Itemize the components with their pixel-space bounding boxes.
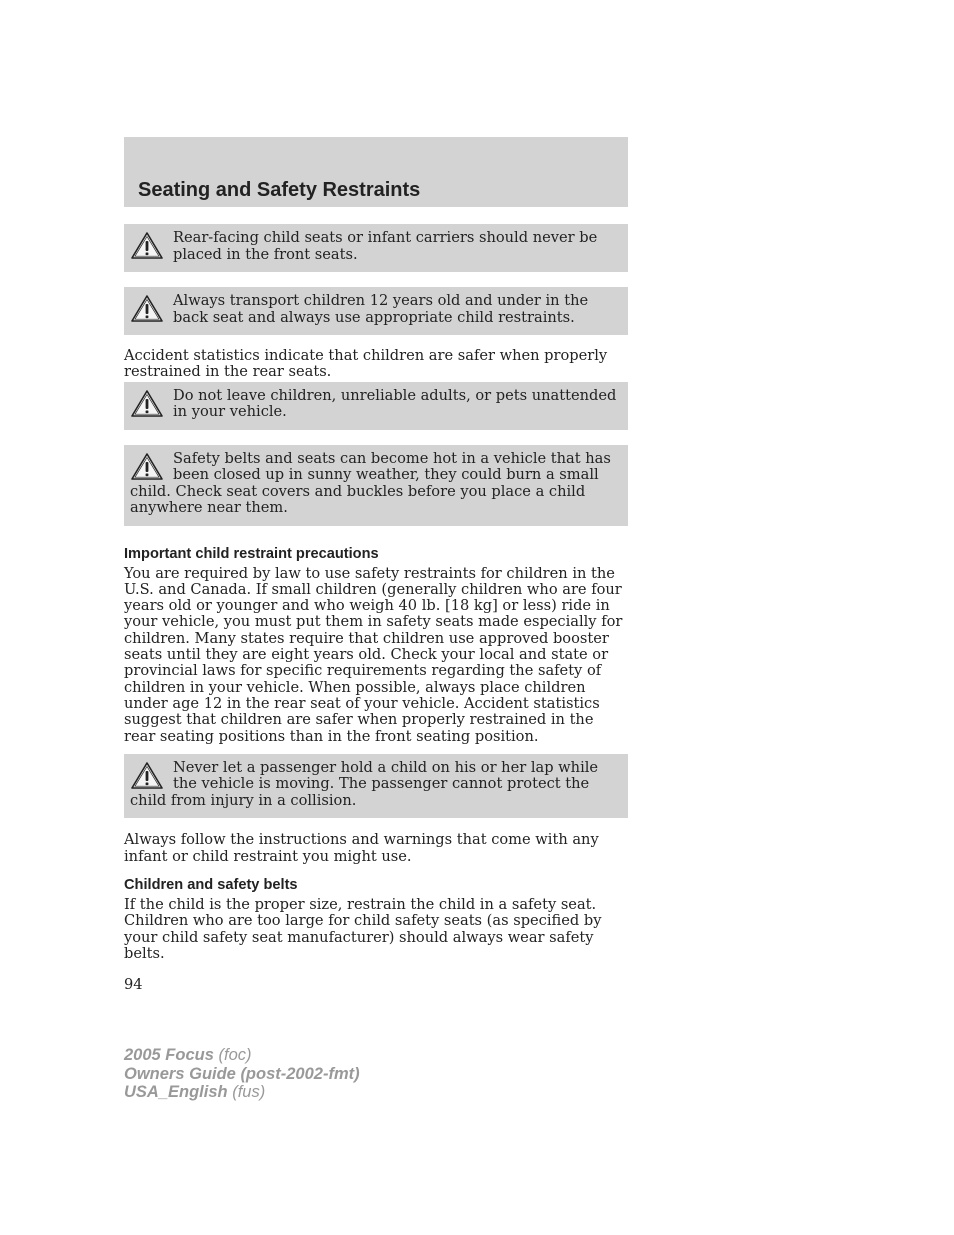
precautions-heading: Important child restraint precautions bbox=[124, 545, 379, 562]
footer-line-guide bbox=[124, 1065, 360, 1084]
warning-box bbox=[124, 382, 628, 430]
document-footer bbox=[124, 1046, 360, 1102]
warning-box bbox=[124, 754, 628, 819]
follow-instructions-paragraph: Always follow the instructions and warnings that come with any infant or child restraint you might use. bbox=[124, 831, 599, 865]
footer-line-language bbox=[124, 1083, 360, 1102]
warning-box bbox=[124, 287, 628, 335]
page-number: 94 bbox=[124, 976, 143, 994]
section-title: Seating and Safety Restraints bbox=[138, 179, 421, 201]
warning-text: Rear-facing child seats or infant carriers should never be placed in the front seats. bbox=[173, 229, 598, 263]
warning-box bbox=[124, 445, 628, 526]
accident-stats-paragraph: Accident statistics indicate that children are safer when properly restrained in the rear seats. bbox=[124, 347, 608, 381]
footer-language-code: (fus) bbox=[232, 1083, 266, 1101]
belts-paragraph: If the child is the proper size, restrain the child in a safety seat. Children who are too large for child safety seats (as specified by your child safety seat manufacturer) should always wear safety belts. bbox=[124, 895, 602, 962]
footer-guide: Owners Guide (post-2002-fmt) bbox=[124, 1064, 360, 1083]
warning-triangle-icon bbox=[130, 761, 164, 791]
warning-text: Safety belts and seats can become hot in a vehicle that has been closed up in sunny weather, they could burn a small child. Check seat covers and buckles before you place a child anywhere near them. bbox=[130, 449, 611, 517]
manual-page bbox=[124, 137, 628, 993]
warning-text: Always transport children 12 years old and under in the back seat and always use appropriate child restraints. bbox=[173, 292, 589, 326]
warning-triangle-icon bbox=[130, 294, 164, 324]
precautions-paragraph: You are required by law to use safety restraints for children in the U.S. and Canada. If small children (generally children who are four years old or younger and who weigh 40 lb. [18 kg] or less) ride in your vehicle, you must put them in safety seats made especially for children. Many states require that children use approved booster seats until they are eight years old. Check your local and state or provincial laws for specific requirements regarding the safety of children in your vehicle. When possible, always place children under age 12 in the rear seat of your vehicle. Accident statistics suggest that children are safer when properly restrained in the rear seating positions than in the front seating position. bbox=[124, 564, 623, 745]
warning-text: Never let a passenger hold a child on his or her lap while the vehicle is moving. The passenger cannot protect the child from injury in a collision. bbox=[130, 758, 599, 809]
footer-language: USA_English bbox=[124, 1083, 228, 1101]
warning-triangle-icon bbox=[130, 389, 164, 419]
footer-line-model bbox=[124, 1046, 360, 1065]
belts-heading: Children and safety belts bbox=[124, 876, 298, 893]
section-header bbox=[124, 137, 628, 207]
warning-text: Do not leave children, unreliable adults, or pets unattended in your vehicle. bbox=[173, 386, 617, 421]
footer-model-code: (foc) bbox=[218, 1046, 252, 1064]
warning-triangle-icon bbox=[130, 231, 164, 261]
warning-box bbox=[124, 224, 628, 272]
warning-triangle-icon bbox=[130, 452, 164, 482]
footer-model: 2005 Focus bbox=[124, 1046, 214, 1064]
